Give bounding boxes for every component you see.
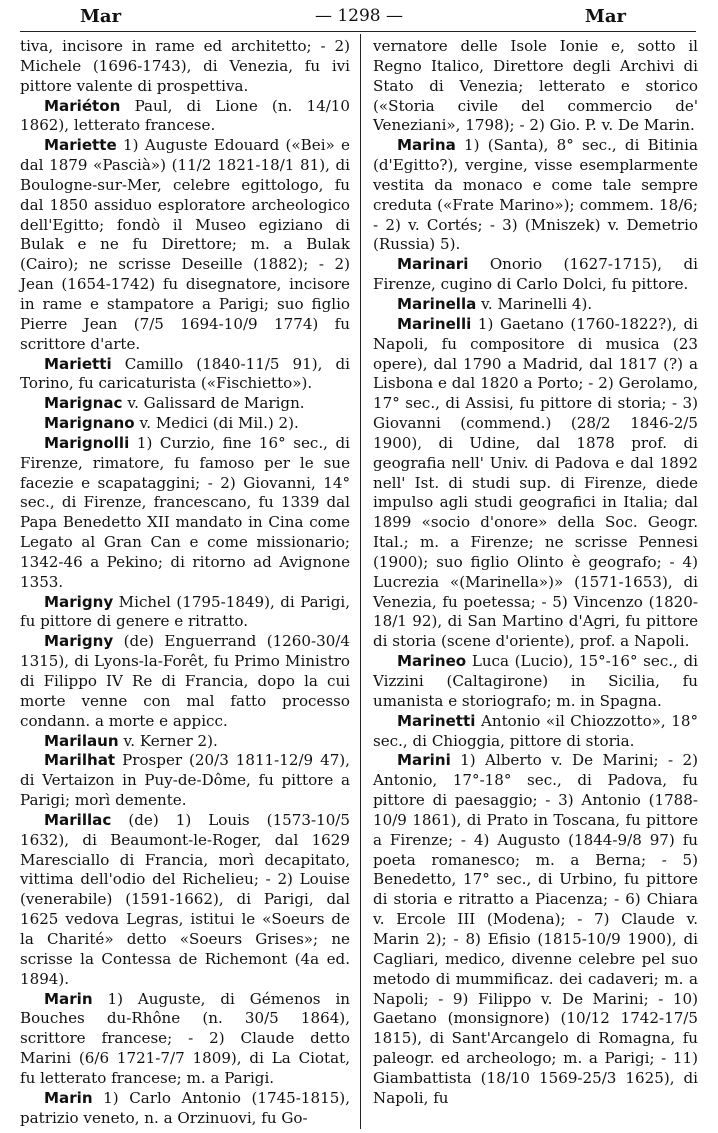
left-column [20,37,350,1128]
dictionary-entry [20,632,350,731]
entry-headword: Marini [397,751,451,770]
entry-text: 1) Auguste, di Gémenos in Bouches du-Rhône (n. 30/5 1864), scrittore francese; - 2) Claude detto Marini (6/6 1721-7/7 1809), di La Ciotat, fu letterato francese; m. a Parigi. [20,989,350,1087]
entry-headword: Marilhat [44,751,116,770]
entry-text: 1) Gaetano (1760-1822?), di Napoli, fu compositore di musica (23 opere), dal 1790 a Madrid, dal 1817 (?) a Lisbona e dal 1820 a Porto; - 2) Gerolamo, 17° sec., di Assisi, fu pittore di storia; - 3) Giovanni (commend.) (28/2 1846-2/5 1900), di Udine, dal 1878 prof. di geografia nell' Univ. di Padova e dal 1892 nell' Ist. di studi sup. di Firenze, diede impulso agli studi geografici in Italia; dal 1899 «socio d'onore» della Soc. Geogr. Ital.; m. a Firenze; ne scrisse Pennesi (1900); suo figlio Olinto è geografo; - 4) Lucrezia «(Marinella»)» (1571-1653), di Venezia, fu poetessa; - 5) Vincenzo (1820-18/1 92), di San Martino d'Agri, fu pittore di storia (scene d'oriente), prof. a Napoli. [373,314,698,651]
running-head-right: Mar [584,6,626,27]
entry-text: (de) 1) Louis (1573-10/5 1632), di Beaumont-le-Roger, dal 1629 Maresciallo di Francia, morì decapitato, vittima dell'odio del Richelieu; - 2) Louise (venerabile) (1591-1662), di Parigi, dal 1625 vedova Legras, istitui le «Soeurs de la Charité» detto «Soeurs Grises»; ne scrisse la Contessa de Richemont (4a ed. 1894). [20,810,350,988]
entry-headword: Marin [44,1088,93,1107]
entry-text: Camillo (1840-11/5 91), di Torino, fu caricaturista («Fischietto»). [20,354,350,393]
entry-headword: Marietti [44,354,112,373]
entry-text: vernatore delle Isole Ionie e, sotto il Regno Italico, Direttore degli Archivi di Stato di Venezia; letterato e storico («Storia civile del commercio de' Veneziani», 1798); - 2) Gio. P. v. De Marin. [373,37,698,135]
dictionary-entry [373,255,698,295]
entry-text: v. Kerner 2). [123,731,218,750]
entry-text: 1) Alberto v. De Marini; - 2) Antonio, 17°-18° sec., di Padova, fu pittore di paesaggio; - 3) Antonio (1788-10/9 1861), di Prato in Toscana, fu pittore a Firenze; - 4) Augusto (1844-9/8 97) fu poeta romanesco; m. a Berna; - 5) Benedetto, 17° sec., di Urbino, fu pittore di storia e ritratto a Piacenza; - 6) Chiara v. Ercole III (Modena); - 7) Claude v. Marin 2); - 8) Efisio (1815-10/9 1900), di Cagliari, medico, divenne celebre pel suo metodo di mummificaz. dei cadaveri; m. a Napoli; - 9) Filippo v. De Marini; - 10) Gaetano (monsignore) (10/12 1742-17/5 1815), di Sant'Arcangelo di Romagna, fu paleogr. ed archeologo; m. a Parigi; - 11) Giambattista (18/10 1569-25/3 1625), di Napoli, fu [373,751,698,1107]
header-rule [20,31,696,32]
dictionary-entry [373,136,698,255]
entry-text: 1) (Santa), 8° sec., di Bitinia (d'Egitto?), vergine, visse esemplarmente vestita da monaco e come tale sempre creduta («Frate Marino»); commem. 18/6; - 2) v. Cortés; - 3) (Mniszek) v. Demetrio (Russia) 5). [373,136,698,254]
entry-text: Michel (1795-1849), di Parigi, fu pittore di genere e ritratto. [20,592,350,631]
entry-text: Luca (Lucio), 15°-16° sec., di Vizzini (Caltagirone) in Sicilia, fu umanista e storiografo; m. in Spagna. [373,652,698,710]
running-head-left: Mar [80,6,122,27]
entry-text: 1) Carlo Antonio (1745-1815), patrizio veneto, n. a Orzinuovi, fu Go- [20,1088,350,1127]
dictionary-entry [373,652,698,712]
entry-headword: Marinari [397,255,469,274]
entry-text: v. Marinelli 4). [481,294,593,313]
page-number: — 1298 — [314,6,404,26]
column-divider [360,34,361,1129]
dictionary-entry [20,434,350,593]
entry-text: 1) Curzio, fine 16° sec., di Firenze, rimatore, fu famoso per le sue facezie e scapataggini; - 2) Giovanni, 14° sec., di Firenze, francescano, fu 1339 dal Papa Benedetto XII mandato in Cina come Legato al Gran Can e come missionario; 1342-46 a Pekino; di ritorno ad Avignone 1353. [20,433,350,591]
dictionary-entry [373,712,698,752]
dictionary-entry [20,414,350,434]
entry-text: 1) Auguste Edouard («Bei» e dal 1879 «Pascià») (11/2 1821-18/1 81), di Boulogne-sur-Mer, celebre egittologo, fu dal 1850 assiduo esploratore archeologico dell'Egitto; fondò il Museo egiziano di Bulak e ne fu Direttore; m. a Bulak (Cairo); ne scrisse Deseille (1882); - 2) Jean (1654-1742) fu disegnatore, incisore in rame e stampatore a Parigi; suo figlio Pierre Jean (7/5 1694-10/9 1774) fu scrittore d'arte. [20,136,350,353]
right-column [373,37,698,1109]
entry-text: Prosper (20/3 1811-12/9 47), di Vertaizon in Puy-de-Dôme, fu pittore a Parigi; morì demente. [20,751,350,810]
entry-headword: Marina [397,136,456,155]
entry-headword: Marignac [44,394,123,413]
entry-text: Antonio «il Chiozzotto», 18° sec., di Chioggia, pittore di storia. [373,711,698,750]
entry-headword: Marigny [44,632,114,651]
entry-text: tiva, incisore in rame ed architetto; - 2) Michele (1696-1743), di Venezia, fu ivi pittore valente di prospettiva. [20,37,350,95]
entry-headword: Marineo [397,652,467,671]
entry-text: Paul, di Lione (n. 14/10 1862), letterato francese. [20,96,350,135]
dictionary-entry [20,593,350,633]
entry-headword: Marillac [44,810,112,829]
entry-headword: Mariette [44,136,117,155]
entry-headword: Marigny [44,592,114,611]
dictionary-entry [20,355,350,395]
entry-headword: Marignolli [44,433,130,452]
dictionary-entry [20,811,350,990]
dictionary-entry [373,37,698,136]
entry-headword: Marinella [397,294,477,313]
entry-headword: Marinelli [397,314,472,333]
dictionary-entry [20,37,350,97]
dictionary-entry [373,751,698,1108]
dictionary-entry [20,751,350,811]
entry-headword: Mariéton [44,96,121,115]
entry-headword: Marinetti [397,711,476,730]
entry-text: v. Galissard de Marign. [127,394,305,413]
entry-text: v. Medici (di Mil.) 2). [139,414,299,433]
entry-text: Onorio (1627-1715), di Firenze, cugino di Carlo Dolci, fu pittore. [373,255,698,294]
dictionary-entry [20,990,350,1089]
dictionary-entry [373,295,698,315]
dictionary-entry [20,732,350,752]
dictionary-entry [373,315,698,652]
dictionary-entry [20,136,350,354]
dictionary-entry [20,97,350,137]
entry-headword: Marilaun [44,731,119,750]
page-header [0,4,718,30]
entry-text: (de) Enguerrand (1260-30/4 1315), di Lyons-la-Forêt, fu Primo Ministro di Filippo IV Re di Francia, dopo la cui morte venne con mal fatto processo condann. a morte e appicc. [20,632,350,730]
dictionary-entry [20,1089,350,1129]
dictionary-entry [20,394,350,414]
entry-headword: Marin [44,989,93,1008]
entry-headword: Marignano [44,414,135,433]
